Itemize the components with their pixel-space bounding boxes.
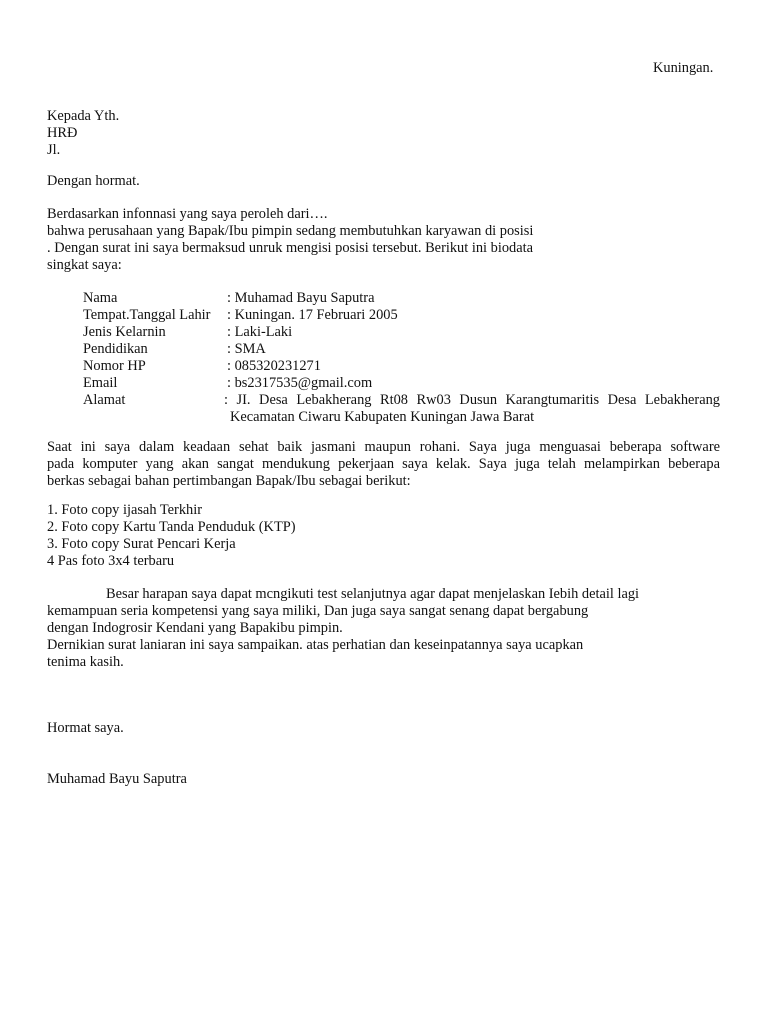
greeting: Dengan hormat. bbox=[47, 173, 140, 189]
biodata-label: Nomor HP bbox=[83, 358, 146, 374]
list-item: 2. Foto copy Kartu Tanda Penduduk (KTP) bbox=[47, 519, 296, 535]
biodata-label: Nama bbox=[83, 290, 118, 306]
biodata-label: Tempat.Tanggal Lahir bbox=[83, 307, 211, 323]
address-value bbox=[224, 392, 720, 426]
closing-line-2: kemampuan seria kompetensi yang saya miliki, Dan juga saya sangat senang dapat bergabung bbox=[47, 603, 589, 619]
closing-line-1: Besar harapan saya dapat mcngikuti test selanjutnya agar dapat menjelaskan Iebih detail lagi bbox=[106, 586, 640, 602]
health-paragraph bbox=[47, 439, 720, 490]
list-item: 1. Foto copy ijasah Terkhir bbox=[47, 502, 203, 518]
intro-line-1: Berdasarkan infonnasi yang saya peroleh dari…. bbox=[47, 206, 328, 222]
biodata-value: : SMA bbox=[227, 341, 266, 357]
closing-line-3: dengan Indogrosir Kendani yang Bapakibu pimpin. bbox=[47, 620, 343, 636]
health-line-3: berkas sebagai bahan pertimbangan Bapak/Ibu sebagai berikut: bbox=[47, 473, 411, 489]
signoff: Hormat saya. bbox=[47, 720, 124, 736]
place-line: Kuningan. bbox=[653, 60, 714, 76]
biodata-label: Email bbox=[83, 375, 118, 391]
biodata-value: : Laki-Laki bbox=[227, 324, 293, 340]
health-line-1: Saat ini saya dalam keadaan sehat baik jasmani maupun rohani. Saya juga menguasai beberapa software bbox=[47, 439, 720, 455]
recipient-line-3: Jl. bbox=[47, 142, 61, 158]
biodata-label: Jenis Kelarnin bbox=[83, 324, 166, 340]
intro-line-4: singkat saya: bbox=[47, 257, 122, 273]
address-line-1: : JI. Desa Lebakherang Rt08 Rw03 Dusun Karangtumaritis Desa Lebakherang bbox=[224, 392, 720, 408]
health-line-2: pada komputer yang akan sangat mendukung pekerjaan saya kelak. Saya juga telah melampirkan beberapa bbox=[47, 456, 720, 472]
closing-line-4: Dernikian surat laniaran ini saya sampaikan. atas perhatian dan keseinpatannya saya ucapkan bbox=[47, 637, 584, 653]
intro-line-2: bahwa perusahaan yang Bapak/Ibu pimpin sedang membutuhkan karyawan di posisi bbox=[47, 223, 534, 239]
closing-line-5: tenima kasih. bbox=[47, 654, 124, 670]
address-line-2: Kecamatan Ciwaru Kabupaten Kuningan Jawa Barat bbox=[230, 409, 535, 425]
list-item: 4 Pas foto 3x4 terbaru bbox=[47, 553, 175, 569]
biodata-value: : bs2317535@gmail.com bbox=[227, 375, 373, 391]
list-item: 3. Foto copy Surat Pencari Kerja bbox=[47, 536, 236, 552]
signature-name: Muhamad Bayu Saputra bbox=[47, 771, 187, 787]
recipient-line-2: HRĐ bbox=[47, 125, 78, 141]
biodata-value: : Kuningan. 17 Februari 2005 bbox=[227, 307, 398, 323]
recipient-line-1: Kepada Yth. bbox=[47, 108, 120, 124]
biodata-value: : 085320231271 bbox=[227, 358, 321, 374]
biodata-value: : Muhamad Bayu Saputra bbox=[227, 290, 375, 306]
biodata-label: Pendidikan bbox=[83, 341, 148, 357]
biodata-label: Alamat bbox=[83, 392, 126, 408]
intro-line-3: . Dengan surat ini saya bermaksud unruk mengisi posisi tersebut. Berikut ini biodata bbox=[47, 240, 533, 256]
